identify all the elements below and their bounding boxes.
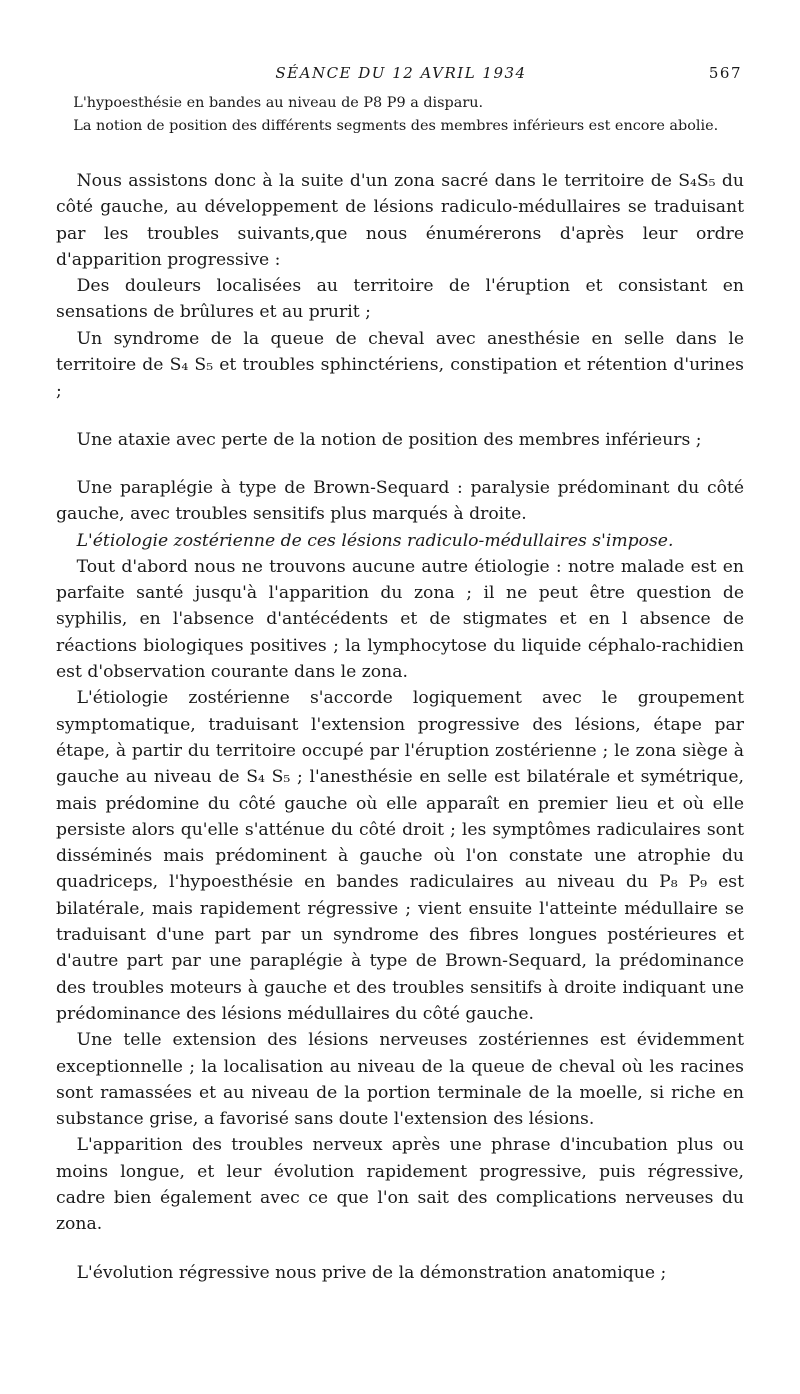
running-title: SÉANCE DU 12 AVRIL 1934	[275, 64, 527, 82]
etiology-statement: L'étiologie zostérienne de ces lésions radiculo-médullaires s'impose.	[76, 530, 674, 551]
paragraph-position-notion: La notion de position des différents segments des membres inférieurs est encore abolie.	[73, 118, 719, 134]
paragraph-progression: L'étiologie zostérienne s'accorde logiquement avec le groupement symptomatique, traduisant l'extension progressive des lésions, étape par étape, à partir du territoire occupé par l'éruption zostérienne ; le zona siège à gauche au niveau de S₄ S₅ ; l'anesthésie en selle est bilatérale et symétrique, mais prédomine du côté gauche où elle apparaît en premier lieu et où elle persiste alors qu'elle s'atténue du côté droit ; les symptômes radiculaires sont disséminés mais prédominent à gauche où l'on constate une atrophie du quadriceps, l'hypoesthésie en bandes radiculaires au niveau du P₈ P₉ est bilatérale, mais rapidement régressive ; vient ensuite l'atteinte médullaire se traduisant d'une part par un syndrome des fibres longues postérieures et d'autre part par une paraplégie à type de Brown-Sequard, la prédominance des troubles moteurs à gauche et des troubles sensitifs à droite indiquant une prédominance des lésions médullaires du côté gauche.	[56, 688, 744, 1024]
paragraph-extension: Une telle extension des lésions nerveuses zostériennes est évidemment exceptionnelle ; la localisation au niveau de la queue de cheval où les racines sont ramassées et au niveau de la portion terminale de la moelle, si riche en substance grise, a favorisé sans doute l'extension des lésions.	[56, 1030, 744, 1130]
paragraph-regressive-evolution: L'évolution régressive nous prive de la démonstration anatomique ;	[76, 1262, 667, 1283]
page-header	[60, 64, 742, 88]
paragraph-summary: Nous assistons donc à la suite d'un zona sacré dans le territoire de S₄S₅ du côté gauche, au développement de lésions radiculo-médullaires se traduisant par les troubles suivants,que nous énumérerons d'après leur ordre d'apparition progressive :	[56, 171, 744, 270]
body-text	[56, 92, 744, 1286]
paragraph-pain: Des douleurs localisées au territoire de l'éruption et consistant en sensations de brûlures et au prurit ;	[56, 276, 744, 323]
paragraph-incubation: L'apparition des troubles nerveux après une phrase d'incubation plus ou moins longue, et leur évolution rapidement progressive, puis régressive, cadre bien également avec ce que l'on sait des complications nerveuses du zona.	[56, 1135, 744, 1235]
paragraph-cauda-equina: Un syndrome de la queue de cheval avec anesthésie en selle dans le territoire de S₄ S₅ et troubles sphinctériens, constipation et rétention d'urines ;	[56, 328, 744, 402]
paragraph-ataxia: Une ataxie avec perte de la notion de position des membres inférieurs ;	[76, 429, 702, 450]
paragraph-paraplegia: Une paraplégie à type de Brown-Sequard : paralysie prédominant du côté gauche, avec troubles sensitifs plus marqués à droite.	[56, 477, 744, 525]
paragraph-etiology-heading	[56, 528, 744, 554]
page-number: 567	[708, 64, 742, 82]
paragraph-hypoesthesia: L'hypoesthésie en bandes au niveau de P8 P9 a disparu.	[73, 95, 484, 111]
paragraph-no-other-etiology: Tout d'abord nous ne trouvons aucune autre étiologie : notre malade est en parfaite santé jusqu'à l'apparition du zona ; il ne peut être question de syphilis, en l'absence d'antécédents et de stigmates et en l absence de réactions biologiques positives ; la lymphocytose du liquide céphalo-rachidien est d'observation courante dans le zona.	[56, 556, 744, 683]
